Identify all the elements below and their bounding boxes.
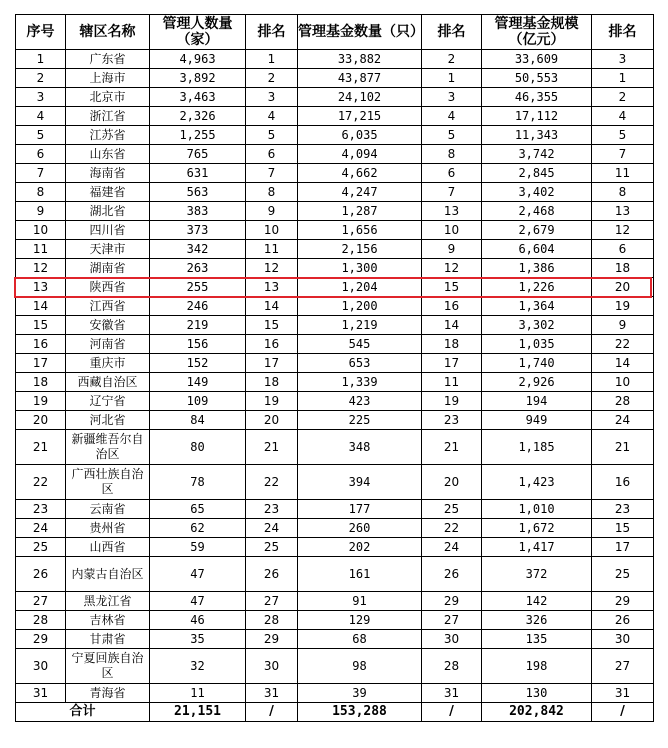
cell-region: 上海市	[66, 69, 150, 88]
cell-funds: 545	[298, 335, 422, 354]
cell-managers: 47	[150, 557, 246, 592]
table-row	[16, 392, 654, 411]
cell-seq: 20	[16, 411, 66, 430]
cell-seq: 5	[16, 126, 66, 145]
cell-managers: 563	[150, 183, 246, 202]
table-row	[16, 164, 654, 183]
table-row	[16, 373, 654, 392]
cell-funds: 24,102	[298, 88, 422, 107]
cell-region: 青海省	[66, 684, 150, 703]
cell-funds-rank: 29	[422, 592, 482, 611]
cell-region: 河北省	[66, 411, 150, 430]
cell-managers-rank: 10	[246, 221, 298, 240]
table-row	[16, 297, 654, 316]
cell-managers-rank: 2	[246, 69, 298, 88]
cell-managers-rank: 26	[246, 557, 298, 592]
cell-funds-rank: 20	[422, 465, 482, 500]
cell-scale-rank: 19	[592, 297, 654, 316]
cell-region: 浙江省	[66, 107, 150, 126]
fund-manager-region-table	[15, 14, 654, 722]
header-seq: 序号	[16, 15, 66, 50]
cell-managers: 32	[150, 649, 246, 684]
cell-scale: 1,386	[482, 259, 592, 278]
cell-region: 湖北省	[66, 202, 150, 221]
cell-region: 新疆维吾尔自治区	[66, 430, 150, 465]
cell-funds-rank: 18	[422, 335, 482, 354]
table-row	[16, 202, 654, 221]
cell-funds: 43,877	[298, 69, 422, 88]
cell-seq: 12	[16, 259, 66, 278]
header-scale: 管理基金规模（亿元）	[482, 15, 592, 50]
cell-managers: 3,463	[150, 88, 246, 107]
cell-funds-rank: 1	[422, 69, 482, 88]
cell-managers-rank: 29	[246, 630, 298, 649]
cell-managers-rank: 28	[246, 611, 298, 630]
cell-region: 海南省	[66, 164, 150, 183]
cell-managers-rank: 20	[246, 411, 298, 430]
cell-seq: 25	[16, 538, 66, 557]
cell-region: 西藏自治区	[66, 373, 150, 392]
cell-scale: 2,468	[482, 202, 592, 221]
cell-region: 广西壮族自治区	[66, 465, 150, 500]
table-row	[16, 278, 654, 297]
cell-managers: 80	[150, 430, 246, 465]
cell-managers-rank: 15	[246, 316, 298, 335]
header-funds: 管理基金数量（只）	[298, 15, 422, 50]
cell-funds: 202	[298, 538, 422, 557]
table-row	[16, 430, 654, 465]
cell-region: 湖南省	[66, 259, 150, 278]
table-row	[16, 335, 654, 354]
cell-scale: 1,423	[482, 465, 592, 500]
cell-scale-rank: 11	[592, 164, 654, 183]
cell-funds: 161	[298, 557, 422, 592]
cell-region: 甘肃省	[66, 630, 150, 649]
total-funds-rank: /	[422, 703, 482, 722]
cell-scale-rank: 18	[592, 259, 654, 278]
cell-seq: 3	[16, 88, 66, 107]
cell-funds: 4,662	[298, 164, 422, 183]
cell-scale: 326	[482, 611, 592, 630]
cell-funds-rank: 8	[422, 145, 482, 164]
cell-scale: 130	[482, 684, 592, 703]
cell-funds: 1,200	[298, 297, 422, 316]
cell-funds-rank: 4	[422, 107, 482, 126]
cell-scale-rank: 3	[592, 50, 654, 69]
cell-region: 江苏省	[66, 126, 150, 145]
cell-scale: 3,402	[482, 183, 592, 202]
cell-scale-rank: 5	[592, 126, 654, 145]
cell-region: 广东省	[66, 50, 150, 69]
cell-scale: 2,926	[482, 373, 592, 392]
cell-funds-rank: 3	[422, 88, 482, 107]
cell-funds-rank: 16	[422, 297, 482, 316]
cell-region: 内蒙古自治区	[66, 557, 150, 592]
cell-managers: 4,963	[150, 50, 246, 69]
cell-managers: 11	[150, 684, 246, 703]
cell-region: 山西省	[66, 538, 150, 557]
cell-managers: 47	[150, 592, 246, 611]
cell-funds-rank: 24	[422, 538, 482, 557]
cell-scale-rank: 9	[592, 316, 654, 335]
cell-region: 四川省	[66, 221, 150, 240]
cell-scale: 3,742	[482, 145, 592, 164]
table-body	[16, 50, 654, 703]
total-managers-rank: /	[246, 703, 298, 722]
cell-seq: 8	[16, 183, 66, 202]
cell-scale: 17,112	[482, 107, 592, 126]
cell-funds: 348	[298, 430, 422, 465]
cell-scale: 1,226	[482, 278, 592, 297]
table-row	[16, 592, 654, 611]
cell-scale: 1,035	[482, 335, 592, 354]
cell-scale: 372	[482, 557, 592, 592]
cell-seq: 15	[16, 316, 66, 335]
table-row	[16, 611, 654, 630]
cell-seq: 11	[16, 240, 66, 259]
cell-scale: 1,364	[482, 297, 592, 316]
cell-managers-rank: 18	[246, 373, 298, 392]
cell-funds-rank: 17	[422, 354, 482, 373]
cell-seq: 28	[16, 611, 66, 630]
cell-managers: 46	[150, 611, 246, 630]
cell-region: 宁夏回族自治区	[66, 649, 150, 684]
cell-scale-rank: 13	[592, 202, 654, 221]
cell-funds-rank: 21	[422, 430, 482, 465]
cell-scale-rank: 28	[592, 392, 654, 411]
cell-managers-rank: 25	[246, 538, 298, 557]
cell-funds-rank: 11	[422, 373, 482, 392]
cell-managers-rank: 6	[246, 145, 298, 164]
cell-funds-rank: 7	[422, 183, 482, 202]
cell-funds: 1,219	[298, 316, 422, 335]
cell-seq: 7	[16, 164, 66, 183]
cell-seq: 31	[16, 684, 66, 703]
cell-managers: 109	[150, 392, 246, 411]
total-managers: 21,151	[150, 703, 246, 722]
cell-region: 重庆市	[66, 354, 150, 373]
cell-funds: 2,156	[298, 240, 422, 259]
cell-scale-rank: 29	[592, 592, 654, 611]
cell-managers-rank: 14	[246, 297, 298, 316]
cell-scale-rank: 23	[592, 500, 654, 519]
cell-scale-rank: 4	[592, 107, 654, 126]
cell-funds: 1,204	[298, 278, 422, 297]
cell-funds-rank: 10	[422, 221, 482, 240]
header-row	[16, 15, 654, 50]
cell-region: 云南省	[66, 500, 150, 519]
cell-scale: 949	[482, 411, 592, 430]
table-row	[16, 519, 654, 538]
table-row	[16, 259, 654, 278]
cell-scale: 46,355	[482, 88, 592, 107]
table-row	[16, 240, 654, 259]
cell-managers-rank: 19	[246, 392, 298, 411]
cell-region: 河南省	[66, 335, 150, 354]
cell-scale: 198	[482, 649, 592, 684]
cell-scale: 3,302	[482, 316, 592, 335]
header-funds-rank: 排名	[422, 15, 482, 50]
table-row	[16, 649, 654, 684]
cell-region: 陕西省	[66, 278, 150, 297]
cell-region: 天津市	[66, 240, 150, 259]
cell-funds: 129	[298, 611, 422, 630]
cell-managers: 2,326	[150, 107, 246, 126]
cell-managers-rank: 30	[246, 649, 298, 684]
cell-funds: 1,300	[298, 259, 422, 278]
cell-funds: 225	[298, 411, 422, 430]
cell-seq: 21	[16, 430, 66, 465]
cell-seq: 6	[16, 145, 66, 164]
cell-scale-rank: 30	[592, 630, 654, 649]
table-row	[16, 557, 654, 592]
total-funds: 153,288	[298, 703, 422, 722]
cell-funds-rank: 15	[422, 278, 482, 297]
cell-funds-rank: 6	[422, 164, 482, 183]
cell-funds-rank: 19	[422, 392, 482, 411]
cell-funds: 1,339	[298, 373, 422, 392]
cell-scale: 6,604	[482, 240, 592, 259]
cell-managers: 383	[150, 202, 246, 221]
cell-funds: 653	[298, 354, 422, 373]
cell-funds: 1,287	[298, 202, 422, 221]
cell-seq: 22	[16, 465, 66, 500]
cell-scale-rank: 21	[592, 430, 654, 465]
cell-managers-rank: 8	[246, 183, 298, 202]
cell-funds: 91	[298, 592, 422, 611]
cell-funds: 6,035	[298, 126, 422, 145]
table-row	[16, 145, 654, 164]
cell-managers-rank: 27	[246, 592, 298, 611]
cell-managers-rank: 21	[246, 430, 298, 465]
table-row	[16, 316, 654, 335]
cell-region: 江西省	[66, 297, 150, 316]
cell-seq: 13	[16, 278, 66, 297]
cell-scale: 1,417	[482, 538, 592, 557]
cell-funds: 33,882	[298, 50, 422, 69]
cell-seq: 27	[16, 592, 66, 611]
cell-funds: 98	[298, 649, 422, 684]
cell-managers: 255	[150, 278, 246, 297]
table-row	[16, 107, 654, 126]
table-row	[16, 221, 654, 240]
cell-scale-rank: 26	[592, 611, 654, 630]
cell-scale-rank: 17	[592, 538, 654, 557]
cell-funds-rank: 27	[422, 611, 482, 630]
cell-scale: 142	[482, 592, 592, 611]
header-managers: 管理人数量（家）	[150, 15, 246, 50]
cell-funds: 423	[298, 392, 422, 411]
cell-managers: 765	[150, 145, 246, 164]
cell-managers: 62	[150, 519, 246, 538]
cell-scale-rank: 31	[592, 684, 654, 703]
table-row	[16, 69, 654, 88]
cell-seq: 26	[16, 557, 66, 592]
cell-funds-rank: 22	[422, 519, 482, 538]
cell-managers: 59	[150, 538, 246, 557]
cell-funds-rank: 25	[422, 500, 482, 519]
cell-seq: 16	[16, 335, 66, 354]
cell-scale: 1,010	[482, 500, 592, 519]
cell-scale-rank: 22	[592, 335, 654, 354]
header-scale-rank: 排名	[592, 15, 654, 50]
cell-funds: 4,247	[298, 183, 422, 202]
cell-funds: 1,656	[298, 221, 422, 240]
cell-seq: 9	[16, 202, 66, 221]
cell-managers-rank: 17	[246, 354, 298, 373]
cell-managers: 35	[150, 630, 246, 649]
cell-scale-rank: 25	[592, 557, 654, 592]
cell-managers: 156	[150, 335, 246, 354]
total-row	[16, 703, 654, 722]
cell-scale: 50,553	[482, 69, 592, 88]
table-row	[16, 465, 654, 500]
cell-managers-rank: 31	[246, 684, 298, 703]
cell-region: 辽宁省	[66, 392, 150, 411]
table-row	[16, 500, 654, 519]
cell-seq: 1	[16, 50, 66, 69]
cell-funds: 260	[298, 519, 422, 538]
cell-scale: 11,343	[482, 126, 592, 145]
cell-managers-rank: 11	[246, 240, 298, 259]
cell-seq: 17	[16, 354, 66, 373]
cell-managers: 631	[150, 164, 246, 183]
cell-funds-rank: 28	[422, 649, 482, 684]
cell-funds: 4,094	[298, 145, 422, 164]
cell-managers-rank: 12	[246, 259, 298, 278]
table-row	[16, 183, 654, 202]
table-row	[16, 354, 654, 373]
cell-scale-rank: 15	[592, 519, 654, 538]
cell-managers: 65	[150, 500, 246, 519]
cell-scale-rank: 8	[592, 183, 654, 202]
cell-scale-rank: 2	[592, 88, 654, 107]
cell-scale-rank: 6	[592, 240, 654, 259]
cell-managers: 3,892	[150, 69, 246, 88]
cell-funds-rank: 12	[422, 259, 482, 278]
cell-funds-rank: 9	[422, 240, 482, 259]
cell-scale-rank: 27	[592, 649, 654, 684]
cell-scale: 1,185	[482, 430, 592, 465]
table-row	[16, 538, 654, 557]
cell-managers: 78	[150, 465, 246, 500]
cell-managers-rank: 22	[246, 465, 298, 500]
cell-seq: 10	[16, 221, 66, 240]
table-row	[16, 630, 654, 649]
cell-seq: 2	[16, 69, 66, 88]
cell-managers-rank: 5	[246, 126, 298, 145]
cell-funds-rank: 31	[422, 684, 482, 703]
cell-region: 安徽省	[66, 316, 150, 335]
cell-managers: 149	[150, 373, 246, 392]
cell-seq: 23	[16, 500, 66, 519]
cell-managers-rank: 9	[246, 202, 298, 221]
cell-funds-rank: 26	[422, 557, 482, 592]
cell-scale: 194	[482, 392, 592, 411]
cell-region: 贵州省	[66, 519, 150, 538]
cell-managers-rank: 1	[246, 50, 298, 69]
cell-managers-rank: 16	[246, 335, 298, 354]
cell-scale-rank: 20	[592, 278, 654, 297]
cell-scale: 2,679	[482, 221, 592, 240]
cell-region: 吉林省	[66, 611, 150, 630]
cell-managers-rank: 13	[246, 278, 298, 297]
cell-managers: 84	[150, 411, 246, 430]
cell-region: 北京市	[66, 88, 150, 107]
cell-managers: 342	[150, 240, 246, 259]
cell-funds-rank: 5	[422, 126, 482, 145]
cell-scale: 135	[482, 630, 592, 649]
cell-scale: 1,740	[482, 354, 592, 373]
cell-managers-rank: 4	[246, 107, 298, 126]
table-row	[16, 684, 654, 703]
cell-scale: 33,609	[482, 50, 592, 69]
cell-funds-rank: 14	[422, 316, 482, 335]
cell-funds: 177	[298, 500, 422, 519]
cell-funds: 17,215	[298, 107, 422, 126]
cell-seq: 19	[16, 392, 66, 411]
total-scale-rank: /	[592, 703, 654, 722]
cell-managers: 152	[150, 354, 246, 373]
table-row	[16, 50, 654, 69]
cell-managers-rank: 23	[246, 500, 298, 519]
cell-seq: 24	[16, 519, 66, 538]
cell-scale-rank: 24	[592, 411, 654, 430]
cell-seq: 29	[16, 630, 66, 649]
cell-scale-rank: 12	[592, 221, 654, 240]
cell-funds: 68	[298, 630, 422, 649]
cell-funds: 394	[298, 465, 422, 500]
cell-scale-rank: 7	[592, 145, 654, 164]
cell-seq: 30	[16, 649, 66, 684]
total-label: 合计	[16, 703, 150, 722]
cell-region: 黑龙江省	[66, 592, 150, 611]
cell-scale: 2,845	[482, 164, 592, 183]
cell-region: 山东省	[66, 145, 150, 164]
cell-funds-rank: 23	[422, 411, 482, 430]
cell-managers: 219	[150, 316, 246, 335]
cell-funds-rank: 30	[422, 630, 482, 649]
cell-managers-rank: 7	[246, 164, 298, 183]
table-row	[16, 88, 654, 107]
cell-managers-rank: 3	[246, 88, 298, 107]
header-managers-rank: 排名	[246, 15, 298, 50]
cell-managers: 246	[150, 297, 246, 316]
cell-managers-rank: 24	[246, 519, 298, 538]
cell-scale-rank: 1	[592, 69, 654, 88]
cell-seq: 4	[16, 107, 66, 126]
cell-managers: 263	[150, 259, 246, 278]
cell-managers: 1,255	[150, 126, 246, 145]
cell-seq: 14	[16, 297, 66, 316]
cell-scale-rank: 14	[592, 354, 654, 373]
cell-scale-rank: 16	[592, 465, 654, 500]
cell-scale-rank: 10	[592, 373, 654, 392]
cell-managers: 373	[150, 221, 246, 240]
cell-scale: 1,672	[482, 519, 592, 538]
table-row	[16, 411, 654, 430]
cell-funds: 39	[298, 684, 422, 703]
table-row	[16, 126, 654, 145]
header-region: 辖区名称	[66, 15, 150, 50]
cell-region: 福建省	[66, 183, 150, 202]
cell-funds-rank: 2	[422, 50, 482, 69]
cell-funds-rank: 13	[422, 202, 482, 221]
total-scale: 202,842	[482, 703, 592, 722]
cell-seq: 18	[16, 373, 66, 392]
